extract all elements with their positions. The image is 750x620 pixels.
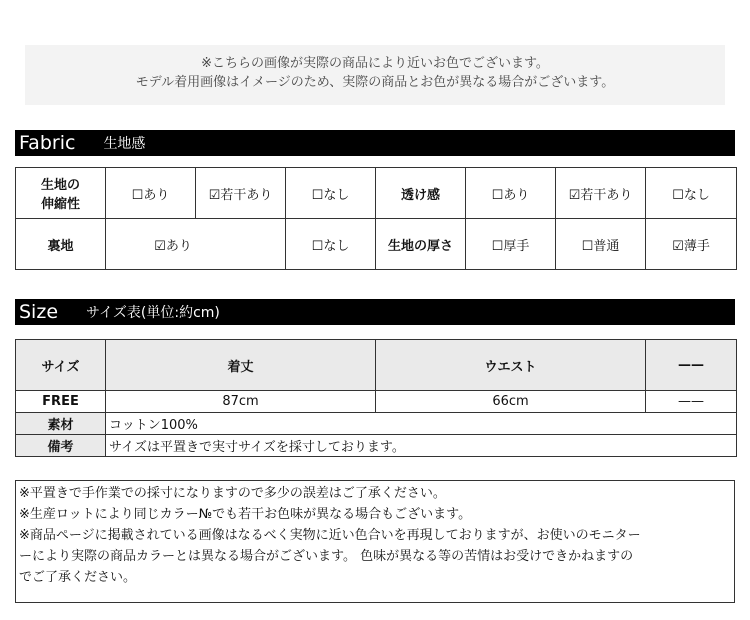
size-header-row bbox=[16, 340, 737, 391]
length-header: 着丈 bbox=[106, 340, 376, 391]
fabric-row-2 bbox=[16, 219, 737, 270]
fabric-table bbox=[15, 167, 737, 270]
waist-value: 66cm bbox=[376, 391, 646, 413]
length-value: 87cm bbox=[106, 391, 376, 413]
stretch-option-slight: ☑若干あり bbox=[196, 168, 286, 219]
blank-value: —— bbox=[646, 391, 737, 413]
remarks-row bbox=[16, 435, 737, 457]
remarks-value: サイズは平置きで実寸サイズを採寸しております。 bbox=[106, 435, 737, 457]
size-title-jp: サイズ表(単位:約cm) bbox=[86, 305, 220, 321]
thickness-option-thick: ☐厚手 bbox=[466, 219, 556, 270]
sheer-option-slight: ☑若干あり bbox=[556, 168, 646, 219]
stretch-label bbox=[16, 168, 106, 219]
material-row bbox=[16, 413, 737, 435]
sheer-option-yes: ☐あり bbox=[466, 168, 556, 219]
waist-header: ウエスト bbox=[376, 340, 646, 391]
note-line-3: ※商品ページに掲載されている画像はなるべく実物に近い色合いを再現しておりますが、お使いのモニター bbox=[19, 528, 641, 543]
sheer-option-no: ☐なし bbox=[646, 168, 737, 219]
stretch-label-line-1: 生地の bbox=[40, 178, 80, 193]
note-line-4: ーにより実際の商品カラーとは異なる場合がございます。 色味が異なる等の苦情はお受けできかねますの bbox=[19, 549, 634, 564]
blank-header: —— bbox=[646, 340, 737, 391]
fabric-row-1 bbox=[16, 168, 737, 219]
notes-box bbox=[15, 480, 735, 603]
notice-line-1: ※こちらの画像が実際の商品により近いお色でございます。 bbox=[201, 56, 549, 71]
note-line-1: ※平置きで手作業での採寸になりますので多少の誤差はご了承ください。 bbox=[19, 486, 446, 501]
stretch-label-line-2: 伸縮性 bbox=[40, 197, 80, 212]
stretch-option-no: ☐なし bbox=[286, 168, 376, 219]
notice-line-2: モデル着用画像はイメージのため、実際の商品とお色が異なる場合がございます。 bbox=[135, 75, 615, 90]
lining-option-yes: ☑あり bbox=[106, 219, 286, 270]
size-row-free bbox=[16, 391, 737, 413]
thickness-label: 生地の厚さ bbox=[376, 219, 466, 270]
lining-label: 裏地 bbox=[16, 219, 106, 270]
size-title-en: Size bbox=[19, 301, 59, 323]
lining-option-no: ☐なし bbox=[286, 219, 376, 270]
note-line-2: ※生産ロットにより同じカラー№でも若干お色味が異なる場合もございます。 bbox=[19, 507, 472, 522]
thickness-option-normal: ☐普通 bbox=[556, 219, 646, 270]
size-table bbox=[15, 339, 737, 457]
stretch-option-yes: ☐あり bbox=[106, 168, 196, 219]
fabric-title-en: Fabric bbox=[19, 132, 76, 154]
size-header: サイズ bbox=[16, 340, 106, 391]
material-value: コットン100% bbox=[106, 413, 737, 435]
note-line-5: でご了承ください。 bbox=[19, 570, 137, 585]
sheer-label: 透け感 bbox=[376, 168, 466, 219]
fabric-section-bar bbox=[15, 130, 735, 156]
thickness-option-thin: ☑薄手 bbox=[646, 219, 737, 270]
fabric-title-jp: 生地感 bbox=[103, 136, 146, 152]
size-free-label: FREE bbox=[16, 391, 106, 413]
size-section-bar bbox=[15, 299, 735, 325]
material-label: 素材 bbox=[16, 413, 106, 435]
color-notice bbox=[25, 45, 725, 105]
remarks-label: 備考 bbox=[16, 435, 106, 457]
